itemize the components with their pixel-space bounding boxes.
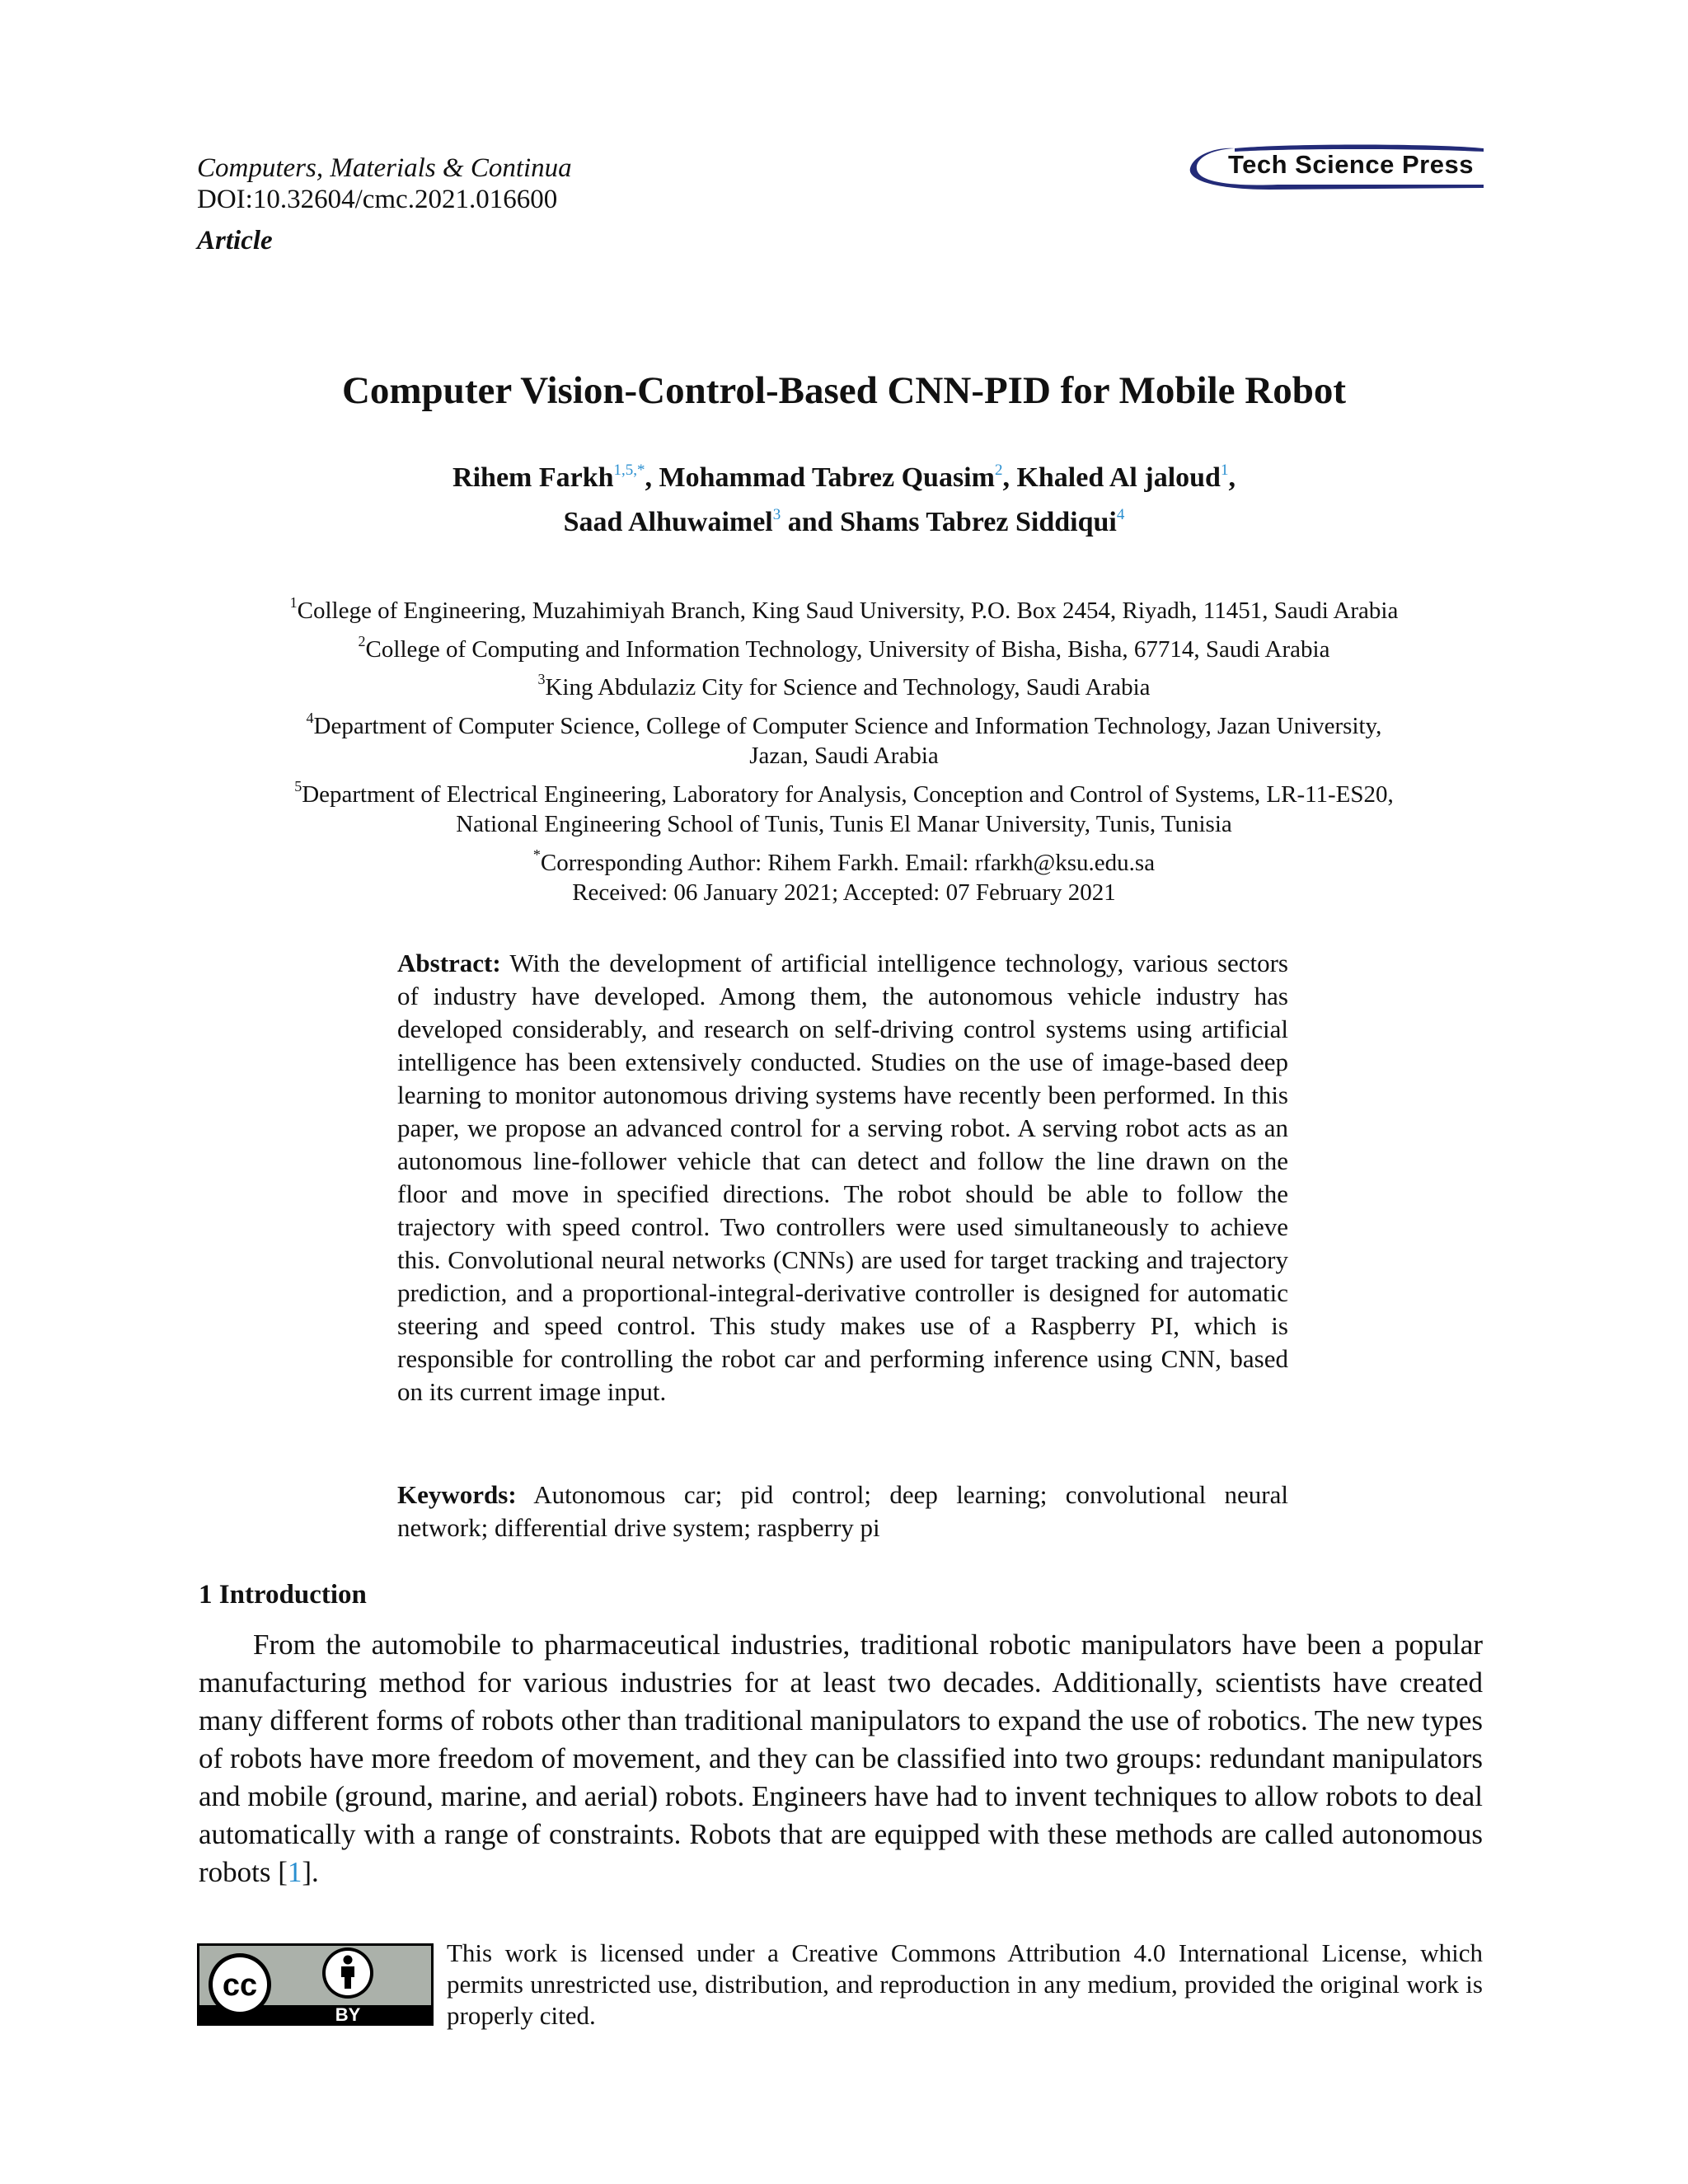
author-name: Rihem Farkh <box>452 462 614 493</box>
author-affiliation-mark[interactable]: 1 <box>1220 462 1229 479</box>
author-affiliation-mark[interactable]: 4 <box>1116 506 1125 523</box>
paper-title: Computer Vision-Control-Based CNN-PID for Mobile Robot <box>341 369 1347 412</box>
doi: DOI:10.32604/cmc.2021.016600 <box>197 185 558 214</box>
abstract-text: With the development of artificial intelligence technology, various sectors of industry have developed. Among them, the autonomous vehicle industry has developed considerably, and research on self-driving control systems using artificial intelligence has been extensively conducted. Studies on the use of image-based deep learning to monitor autonomous driving systems have recently been performed. In this paper, we propose an advanced control for a serving robot. A serving robot acts as an autonomous line-follower vehicle that can detect and follow the line drawn on the floor and move in specified directions. The robot should be able to follow the trajectory with speed control. Two controllers were used simultaneously to achieve this. Convolutional neural networks (CNNs) are used for target tracking and trajectory prediction, and a proportional-integral-derivative controller is designed for automatic steering and speed control. This study makes use of a Raspberry PI, which is responsible for controlling the robot car and performing inference using CNN, based on its current image input. <box>397 949 1288 1406</box>
author-affiliation-mark[interactable]: 1,5,* <box>613 462 645 479</box>
keywords-label: Keywords: <box>397 1480 517 1509</box>
body-paragraph: From the automobile to pharmaceutical industries, traditional robotic manipulators have been a popular manufacturing method for various industries for at least two decades. Additionally, scientists have created many different forms of robots other than traditional manipulators to expand the use of robotics. The new types of robots have more freedom of movement, and they can be classified into two groups: redundant manipulators and mobile (ground, marine, and aerial) robots. Engineers have had to invent techniques to allow robots to deal automatically with a range of constraints. Robots that are equipped with these methods are called autonomous robots [1]. <box>199 1629 1483 1888</box>
affiliations <box>0 588 1688 908</box>
article-type: Article <box>197 226 273 255</box>
affiliation-line-cont: National Engineering School of Tunis, Tunis El Manar University, Tunis, Tunisia <box>456 811 1232 837</box>
author-list: Rihem Farkh$^{1,5,*}$, Mohammad Tabrez Quasim$^2$, Khaled Al jaloud$^1$, Saad Alhuwaimel$^3$ and Shams Tabrez Siddiqui$^4$ <box>452 462 1236 537</box>
abstract <box>397 947 1288 1408</box>
affiliation-line: $^2$College of Computing and Information Technology, University of Bisha, Bisha, 67714, Saudi Arabia <box>358 632 1330 663</box>
by-label: BY <box>335 2004 361 2025</box>
keywords-text: Autonomous car; pid control; deep learning; convolutional neural network; differential drive system; raspberry pi <box>397 1480 1288 1542</box>
affiliation-line: $^5$Department of Electrical Engineering, Laboratory for Analysis, Conception and Control of Systems, LR-11-ES20, <box>294 777 1394 808</box>
citation-link[interactable]: 1 <box>287 1856 302 1888</box>
author-name: Khaled Al jaloud <box>1016 462 1221 493</box>
affiliation-line-cont: Jazan, Saudi Arabia <box>749 743 939 769</box>
section-heading: 1 Introduction <box>199 1580 367 1610</box>
affiliation-line: $^1$College of Engineering, Muzahimiyah Branch, King Saud University, P.O. Box 2454, Riyadh, 11451, Saudi Arabia <box>289 594 1399 624</box>
author-affiliation-mark[interactable]: 3 <box>772 506 781 523</box>
abstract-label: Abstract: <box>397 949 501 977</box>
affiliation-line: $^4$Department of Computer Science, College of Computer Science and Information Technology, Jazan University, <box>306 709 1382 739</box>
cc-by-badge[interactable] <box>197 1943 434 2026</box>
author-name: Shams Tabrez Siddiqui <box>840 507 1117 537</box>
journal-name: Computers, Materials & Continua <box>197 153 572 183</box>
received-accepted-dates: Received: 06 January 2021; Accepted: 07 February 2021 <box>572 879 1116 906</box>
keywords <box>397 1479 1288 1544</box>
corresponding-author: *Corresponding Author: Rihem Farkh. Email: rfarkh@ksu.edu.sa <box>532 846 1156 876</box>
publisher-name: Tech Science Press <box>1228 150 1474 179</box>
affiliation-line: $^3$King Abdulaziz City for Science and Technology, Saudi Arabia <box>537 671 1151 701</box>
license-text: This work is licensed under a Creative Commons Attribution 4.0 International License, which permits unrestricted use, distribution, and reproduction in any medium, provided the original work is properly cited. <box>447 1938 1483 2030</box>
author-name: Mohammad Tabrez Quasim <box>659 462 995 493</box>
author-name: Saad Alhuwaimel <box>563 507 773 537</box>
cc-letters: cc <box>222 1968 258 2003</box>
publisher-logo[interactable] <box>1187 140 1500 193</box>
author-affiliation-mark[interactable]: 2 <box>994 462 1003 479</box>
